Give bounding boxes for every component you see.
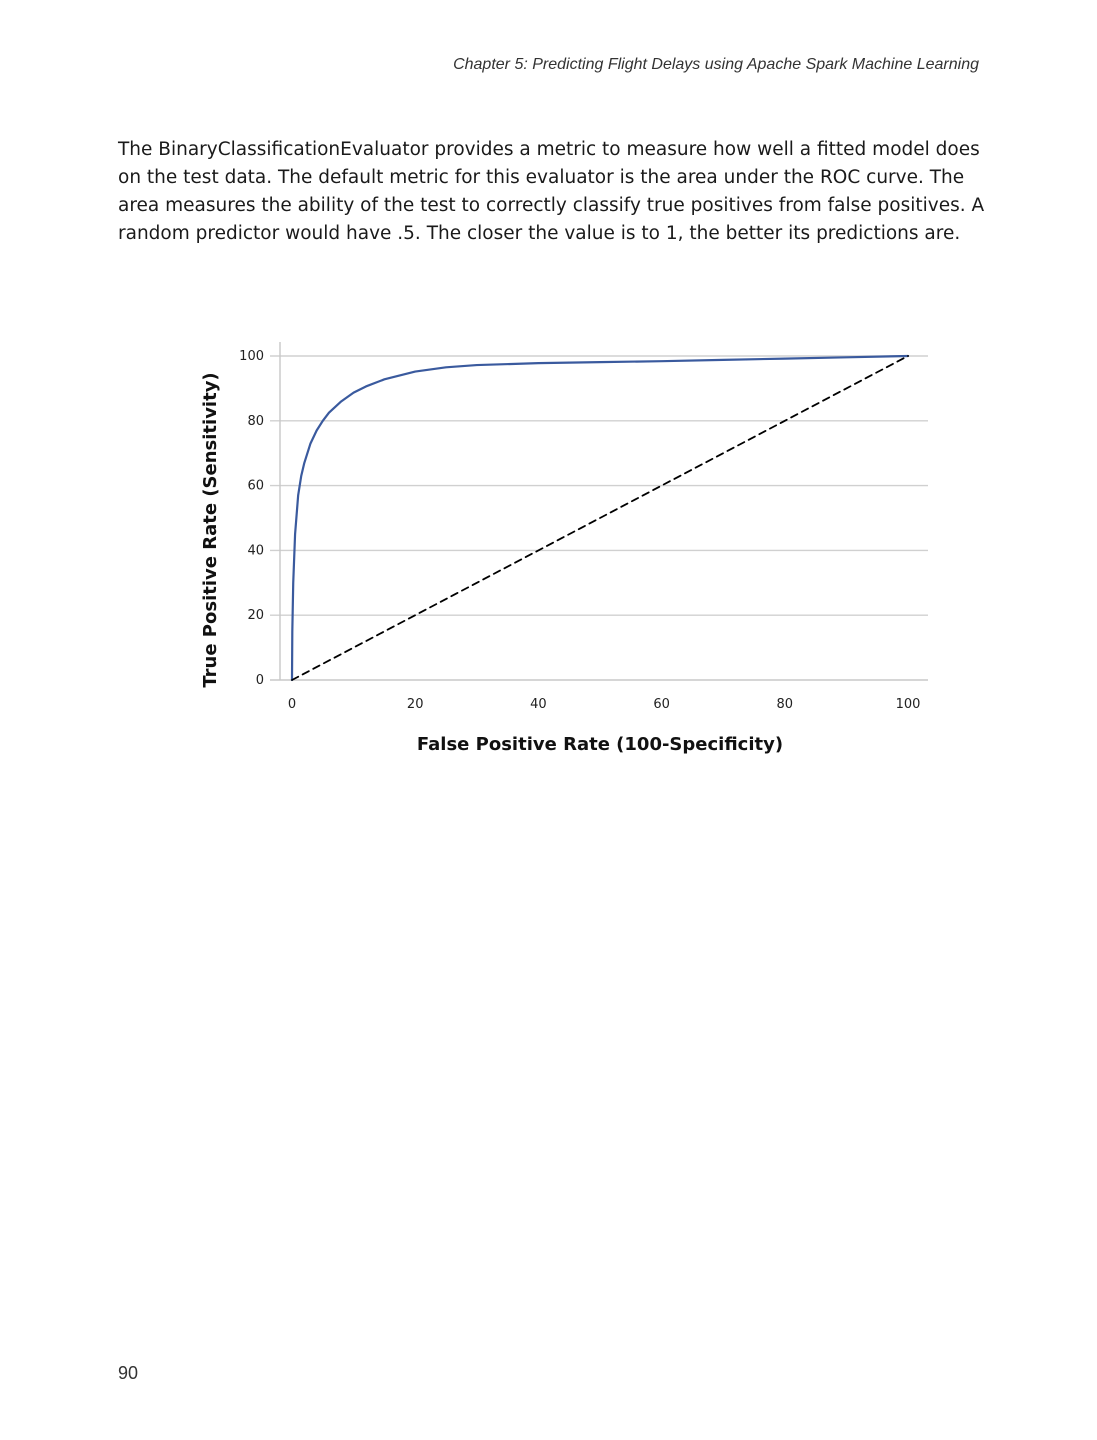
gridlines <box>270 356 928 615</box>
y-tick-label: 40 <box>247 543 264 559</box>
x-tick-label: 80 <box>776 697 794 712</box>
x-tick-label: 0 <box>287 697 297 712</box>
x-tick-label: 20 <box>406 697 424 712</box>
axes <box>270 342 928 680</box>
y-axis-title: True Positive Rate (Sensitivity) <box>200 372 221 688</box>
page-number: 90 <box>118 1363 139 1383</box>
y-tick-label: 0 <box>255 673 264 688</box>
y-tick-label: 80 <box>247 413 264 429</box>
y-tick-label: 20 <box>247 608 264 624</box>
roc-chart <box>180 330 960 770</box>
random-predictor-line <box>292 356 908 680</box>
running-header: Chapter 5: Predicting Flight Delays using Apache Spark Machine Learning <box>453 56 979 73</box>
x-tick-label: 40 <box>530 697 547 712</box>
series <box>292 356 908 680</box>
x-tick-label: 60 <box>653 697 670 712</box>
roc-chart-svg <box>180 330 960 770</box>
x-tick-label: 100 <box>895 697 921 712</box>
body-paragraph: The BinaryClassificationEvaluator provides a metric to measure how well a fitted model does on the test data. The default metric for this evaluator is the area under the ROC curve. The area measures the ability of the test to correctly classify true positives from false positives. A random predictor would have .5. The closer the value is to 1, the better its predictions are. <box>118 139 985 244</box>
y-tick-label: 60 <box>247 478 264 494</box>
y-tick-label: 100 <box>239 349 264 364</box>
x-axis-title: False Positive Rate (100-Specificity) <box>416 734 784 755</box>
